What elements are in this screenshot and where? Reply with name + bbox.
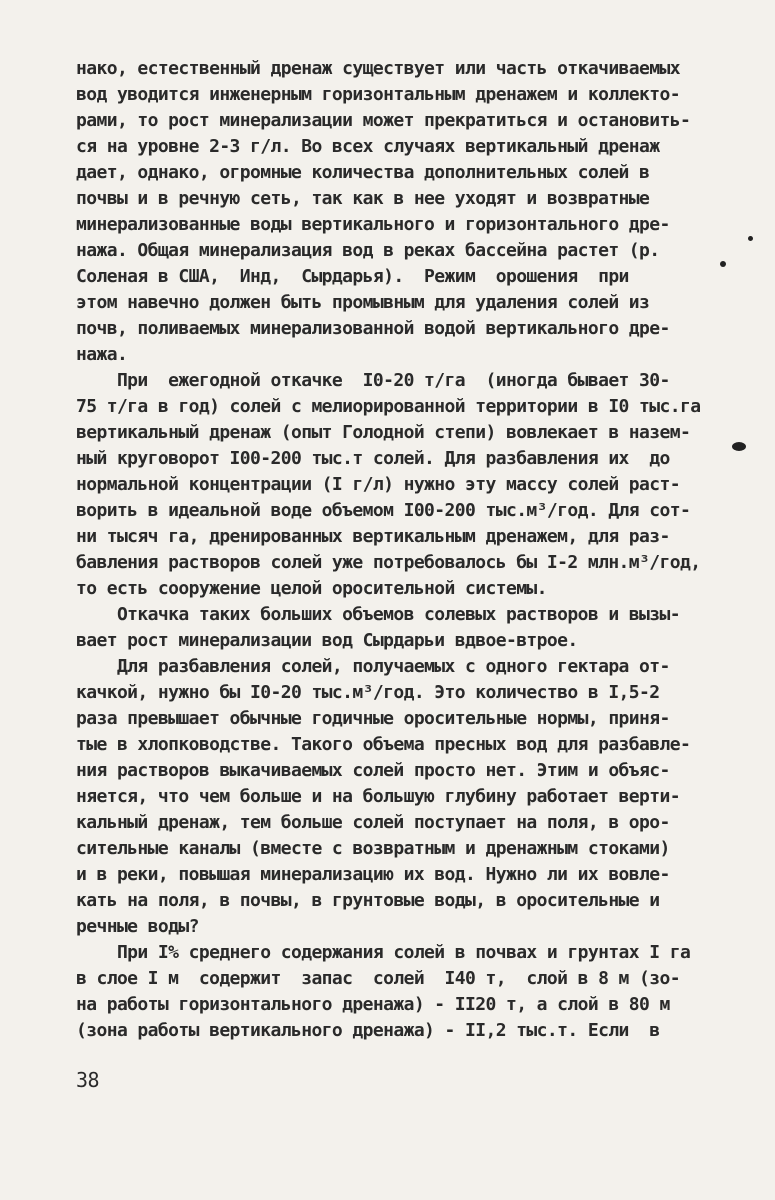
body-text: [76, 56, 726, 1044]
text-line: нажа.: [76, 344, 128, 365]
text-line: ни тысяч га, дренированных вертикальным дренажем, для раз-: [76, 526, 670, 547]
page-number: 38: [76, 1068, 100, 1092]
text-line: вает рост минерализации вод Сырдарьи вдвое-втрое.: [76, 630, 578, 651]
text-line: ния растворов выкачиваемых солей просто нет. Этим и объяс-: [76, 760, 670, 781]
text-line: ворить в идеальной воде объемом I00-200 тыс.м³/год. Для сот-: [76, 500, 691, 521]
text-line: При I% среднего содержания солей в почвах и грунтах I га: [76, 942, 691, 963]
text-line: то есть сооружение целой оросительной системы.: [76, 578, 547, 599]
text-line: почвы и в речную сеть, так как в нее уходят и возвратные: [76, 188, 650, 209]
text-line: дает, однако, огромные количества дополнительных солей в: [76, 162, 650, 183]
text-line: Откачка таких больших объемов солевых растворов и вызы-: [76, 604, 680, 625]
text-line: в слое I м содержит запас солей I40 т, слой в 8 м (зо-: [76, 968, 680, 989]
text-line: нормальной концентрации (I г/л) нужно эту массу солей раст-: [76, 474, 680, 495]
text-line: рами, то рост минерализации может прекратиться и остановить-: [76, 110, 691, 131]
text-line: раза превышает обычные годичные оросительные нормы, приня-: [76, 708, 670, 729]
text-line: 75 т/га в год) солей с мелиорированной территории в I0 тыс.га: [76, 396, 701, 417]
text-line: Для разбавления солей, получаемых с одного гектара от-: [76, 656, 670, 677]
text-line: бавления растворов солей уже потребовалось бы I-2 млн.м³/год,: [76, 552, 701, 573]
ink-speck: [748, 236, 753, 241]
text-line: няется, что чем больше и на большую глубину работает верти-: [76, 786, 680, 807]
text-line: сительные каналы (вместе с возвратным и дренажным стоками): [76, 838, 670, 859]
text-line: минерализованные воды вертикального и горизонтального дре-: [76, 214, 670, 235]
text-line: тые в хлопководстве. Такого объема пресных вод для разбавле-: [76, 734, 691, 755]
text-line: на работы горизонтального дренажа) - II20 т, а слой в 80 м: [76, 994, 670, 1015]
text-line: кать на поля, в почвы, в грунтовые воды, в оросительные и: [76, 890, 660, 911]
text-line: (зона работы вертикального дренажа) - II,2 тыс.т. Если в: [76, 1020, 660, 1041]
text-line: нако, естественный дренаж существует или часть откачиваемых: [76, 58, 680, 79]
text-line: Соленая в США, Инд, Сырдарья). Режим орошения при: [76, 266, 629, 287]
text-line: ный круговорот I00-200 тыс.т солей. Для разбавления их до: [76, 448, 670, 469]
ink-speck: [720, 261, 726, 267]
ink-speck: [732, 442, 746, 451]
text-line: вод уводится инженерным горизонтальным дренажем и коллекто-: [76, 84, 680, 105]
text-line: ся на уровне 2-3 г/л. Во всех случаях вертикальный дренаж: [76, 136, 660, 157]
text-line: речные воды?: [76, 916, 199, 937]
text-line: При ежегодной откачке I0-20 т/га (иногда бывает 30-: [76, 370, 670, 391]
text-line: нажа. Общая минерализация вод в реках бассейна растет (р.: [76, 240, 660, 261]
text-line: качкой, нужно бы I0-20 тыс.м³/год. Это количество в I,5-2: [76, 682, 660, 703]
text-line: почв, поливаемых минерализованной водой вертикального дре-: [76, 318, 670, 339]
text-line: кальный дренаж, тем больше солей поступает на поля, в оро-: [76, 812, 670, 833]
text-line: вертикальный дренаж (опыт Голодной степи) вовлекает в назем-: [76, 422, 691, 443]
text-line: этом навечно должен быть промывным для удаления солей из: [76, 292, 650, 313]
text-line: и в реки, повышая минерализацию их вод. Нужно ли их вовле-: [76, 864, 670, 885]
